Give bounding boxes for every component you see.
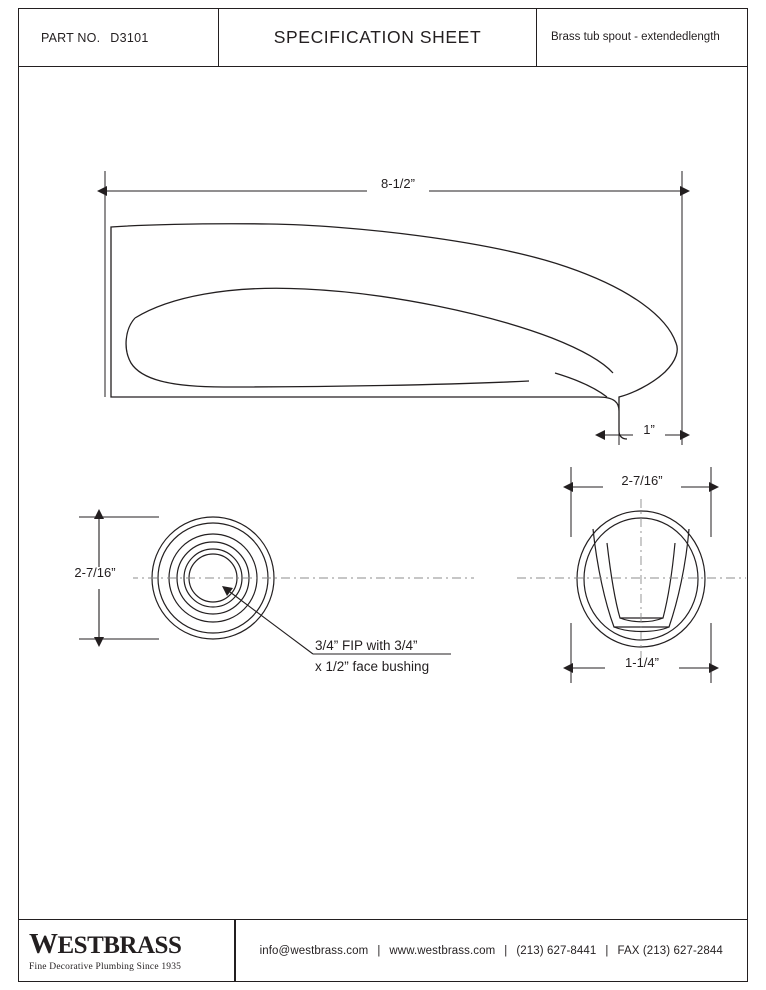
contact-separator-3: | bbox=[605, 944, 609, 957]
part-number-cell bbox=[19, 9, 219, 66]
contact-separator-1: | bbox=[377, 944, 381, 957]
brand-block bbox=[19, 927, 234, 972]
dimension-overall-length bbox=[105, 171, 682, 397]
product-description-line1: Brass tub spout - extended bbox=[551, 30, 689, 43]
part-number-value: D3101 bbox=[110, 30, 149, 45]
dimension-front-base-width-text: 1-1/4” bbox=[625, 655, 659, 670]
product-description-line2: length bbox=[688, 30, 720, 43]
dimension-flange-diameter-text: 2-7/16” bbox=[74, 565, 116, 580]
brand-name bbox=[29, 927, 234, 960]
product-description bbox=[537, 9, 747, 66]
sheet-header bbox=[19, 9, 747, 67]
footer-contact bbox=[236, 945, 748, 957]
brand-tagline: Fine Decorative Plumbing Since 1935 bbox=[29, 961, 182, 972]
technical-drawing-area bbox=[19, 67, 747, 919]
callout-bushing-line2: x 1/2” face bushing bbox=[315, 659, 430, 674]
part-number-label: PART NO. bbox=[41, 30, 101, 45]
website-link[interactable]: www.westbrass.com bbox=[389, 944, 496, 957]
dimension-overall-length-text: 8-1/2” bbox=[381, 176, 415, 191]
specification-sheet bbox=[18, 8, 748, 982]
brand-rest: ESTBRASS bbox=[57, 931, 182, 959]
front-view-centerlines bbox=[517, 499, 746, 667]
phone-number: (213) 627-8441 bbox=[516, 944, 597, 957]
contact-separator-2: | bbox=[504, 944, 508, 957]
callout-bushing-line1: 3/4” FIP with 3/4” bbox=[315, 638, 418, 653]
dimension-front-width-text: 2-7/16” bbox=[621, 473, 663, 488]
drawing-svg bbox=[19, 67, 746, 919]
sheet-footer bbox=[19, 919, 747, 981]
sheet-title: SPECIFICATION SHEET bbox=[219, 9, 537, 66]
brand-initial: W bbox=[29, 927, 58, 960]
spout-side-view bbox=[111, 224, 677, 439]
dimension-outlet-height bbox=[605, 367, 682, 445]
callout-bushing bbox=[230, 592, 451, 674]
fax-number: FAX (213) 627-2844 bbox=[617, 944, 723, 957]
dimension-outlet-height-text: 1” bbox=[643, 422, 655, 437]
email-link[interactable]: info@westbrass.com bbox=[259, 944, 369, 957]
